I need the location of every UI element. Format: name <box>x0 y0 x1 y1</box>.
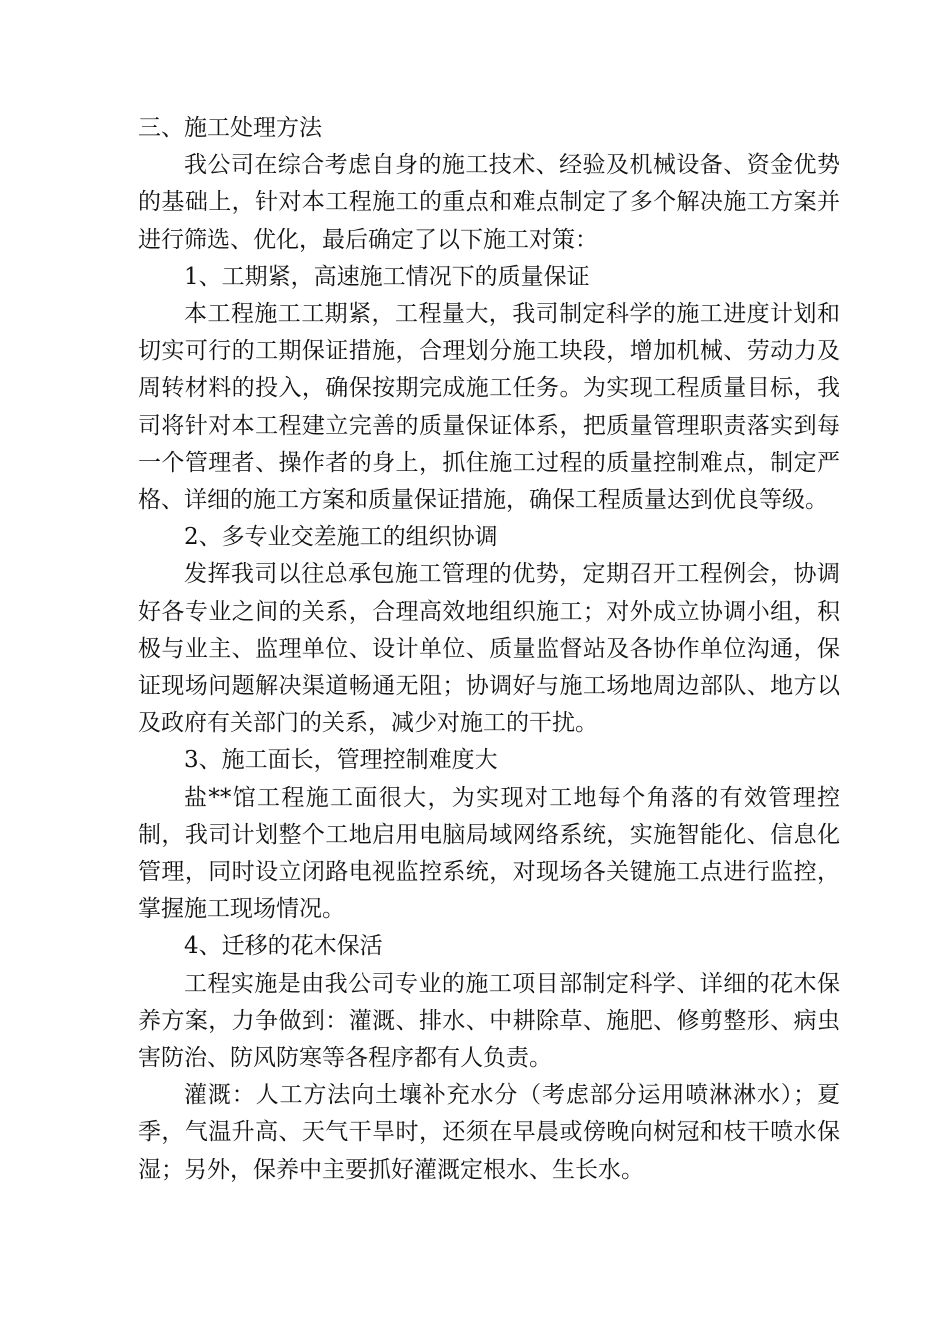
item-heading-1: 1、工期紧，高速施工情况下的质量保证 <box>184 263 590 290</box>
intro-paragraph: 我公司在综合考虑自身的施工技术、经验及机械设备、资金优势的基础上，针对本工程施工的重点和难点制定了多个解决施工方案并进行筛选、优化，最后确定了以下施工对策： <box>138 152 840 253</box>
item-body-3: 盐**馆工程施工面很大，为实现对工地每个角落的有效管理控制，我司计划整个工地启用电脑局域网络系统，实施智能化、信息化管理，同时设立闭路电视监控系统，对现场各关键施工点进行监控，掌握施工现场情况。 <box>138 784 840 923</box>
irrigation-paragraph: 灌溉：人工方法向土壤补充水分（考虑部分运用喷淋淋水）；夏季，气温升高、天气干旱时，还须在早晨或傍晚向树冠和枝干喷水保湿；另外，保养中主要抓好灌溉定根水、生长水。 <box>138 1082 840 1183</box>
document-body <box>138 110 840 1189</box>
item-heading-2: 2、多专业交差施工的组织协调 <box>184 524 498 551</box>
item-heading-4: 4、迁移的花木保活 <box>184 933 383 960</box>
section-title: 三、施工处理方法 <box>138 115 322 141</box>
item-body-2: 发挥我司以往总承包施工管理的优势，定期召开工程例会，协调好各专业之间的关系，合理高效地组织施工；对外成立协调小组，积极与业主、监理单位、设计单位、质量监督站及各协作单位沟通，保证现场问题解决渠道畅通无阻；协调好与施工场地周边部队、地方以及政府有关部门的关系，减少对施工的干扰。 <box>138 561 840 737</box>
item-heading-3: 3、施工面长，管理控制难度大 <box>184 747 498 774</box>
item-body-1: 本工程施工工期紧，工程量大，我司制定科学的施工进度计划和切实可行的工期保证措施，合理划分施工块段，增加机械、劳动力及周转材料的投入，确保按期完成施工任务。为实现工程质量目标，我司将针对本工程建立完善的质量保证体系，把质量管理职责落实到每一个管理者、操作者的身上，抓住施工过程的质量控制难点，制定严格、详细的施工方案和质量保证措施，确保工程质量达到优良等级。 <box>138 301 840 514</box>
item-body-4: 工程实施是由我公司专业的施工项目部制定科学、详细的花木保养方案，力争做到：灌溉、排水、中耕除草、施肥、修剪整形、病虫害防治、防风防寒等各程序都有人负责。 <box>138 970 840 1072</box>
